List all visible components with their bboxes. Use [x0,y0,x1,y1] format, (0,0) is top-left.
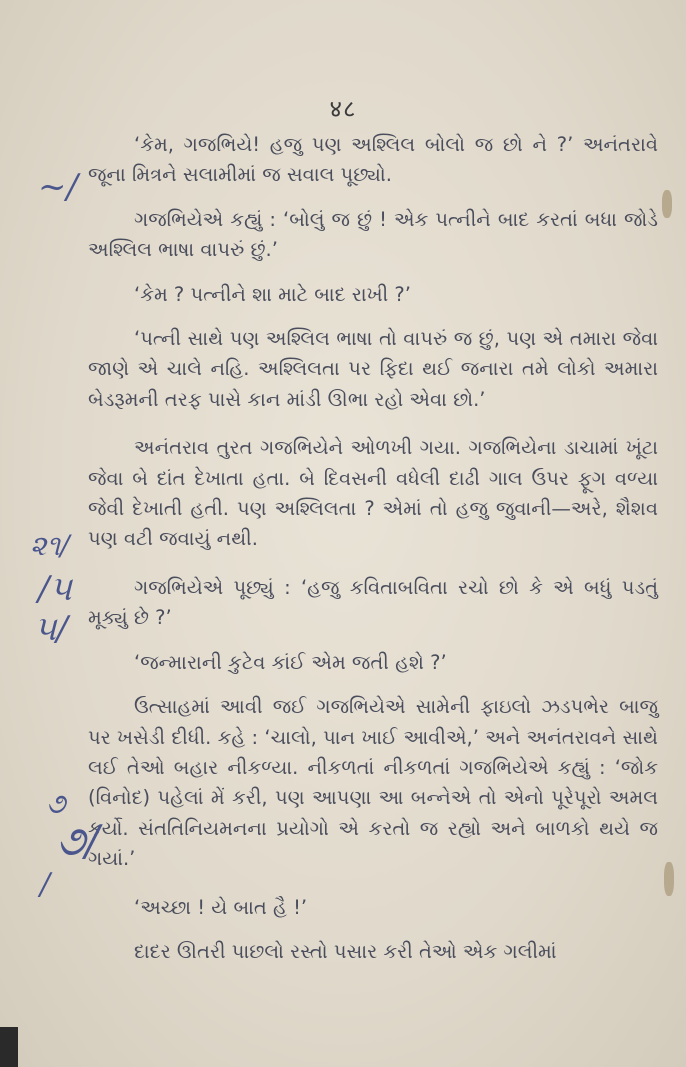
paragraph-4: ‘પત્ની સાથે પણ અશ્લિલ ભાષા તો વાપરું જ છું, પણ એ તમારા જેવા જાણે એ ચાલે નહિ. અશ્લિલતા પર ફિદા થઈ જનારા તમે લોકો અમારા બેડરૂમની તરફ પાસે કાન માંડી ઊભા રહો એવા છો.’ [88,327,658,411]
margin-mark-3: /૫ [38,569,72,609]
paragraph-2: ગજભિયેએ કહ્યું : ‘બોલું જ છું ! એક પત્નીને બાદ કરતાં બધા જોડે અશ્લિલ ભાષા વાપરું છું.’ [88,207,658,262]
paragraph-7: ‘જન્મારાની કુટેવ કાંઈ એમ જતી હશે ?’ [134,650,447,674]
margin-mark-2: ૨૧/ [30,529,70,562]
page-edge-spot [662,190,672,218]
margin-mark-7: / [40,867,51,902]
paragraph-6: ગજભિયેએ પૂછ્યું : ‘હજુ કવિતાબવિતા રચો છો કે એ બધું પડતું મૂક્યું છે ?’ [88,575,658,630]
binding-edge [0,1027,18,1067]
paragraph-8: ઉત્સાહમાં આવી જઈ ગજભિયેએ સામેની ફાઇલો ઝડપભેર બાજુ પર ખસેડી દીધી. કહે : ‘ચાલો, પાન ખાઈ આવીએ,’ અને અનંતરાવને સાથે લઈ તેઓ બહાર નીકળ્યા. નીકળતાં નીકળતાં ગજભિયેએ કહ્યું : ‘જોક (વિનોદ) પહેલાં મેં કરી, પણ આપણા આ બન્નેએ તો એનો પૂરેપૂરો અમલ કર્યો. સંતતિનિયમનના પ્રયોગો એ કરતો જ રહ્યો અને બાળકો થયે જ ગયાં.’ [88,695,658,871]
page-edge-spot [664,862,674,896]
paragraph-5: અનંતરાવ તુરત ગજભિયેને ઓળખી ગયા. ગજભિયેના ડાચામાં ખૂંટા જેવા બે દાંત દેખાતા હતા. બે દિવસની વધેલી દાઢી ગાલ ઉપર ફૂગ વળ્યા જેવી દેખાતી હતી. પણ અશ્લિલતા ? એમાં તો હજુ જુવાની—અરે, શૈશવ પણ વટી જવાયું નથી. [88,436,658,551]
page-body-text [88,130,658,985]
paragraph-3: ‘કેમ ? પત્નીને શા માટે બાદ રાખી ?’ [134,282,411,306]
margin-mark-5: ૭ [46,787,66,820]
page-number: ४८ [329,95,357,123]
margin-mark-4: ૫/ [34,609,68,649]
paragraph-1: ‘કેમ, ગજભિયે! હજુ પણ અશ્લિલ બોલો જ છો ને ?’ અનંતરાવે જૂના મિત્રને સલામીમાં જ સવાલ પૂછ્યો. [88,133,658,187]
paragraph-10: દાદર ઊતરી પાછલો રસ્તો પસાર કરી તેઓ એક ગલીમાં [134,939,557,963]
paragraph-9: ‘અચ્છા ! યે બાત હૈ !’ [134,895,308,919]
margin-mark-1: ~/ [38,167,78,207]
margin-mark-6: ૭/ [56,816,100,865]
